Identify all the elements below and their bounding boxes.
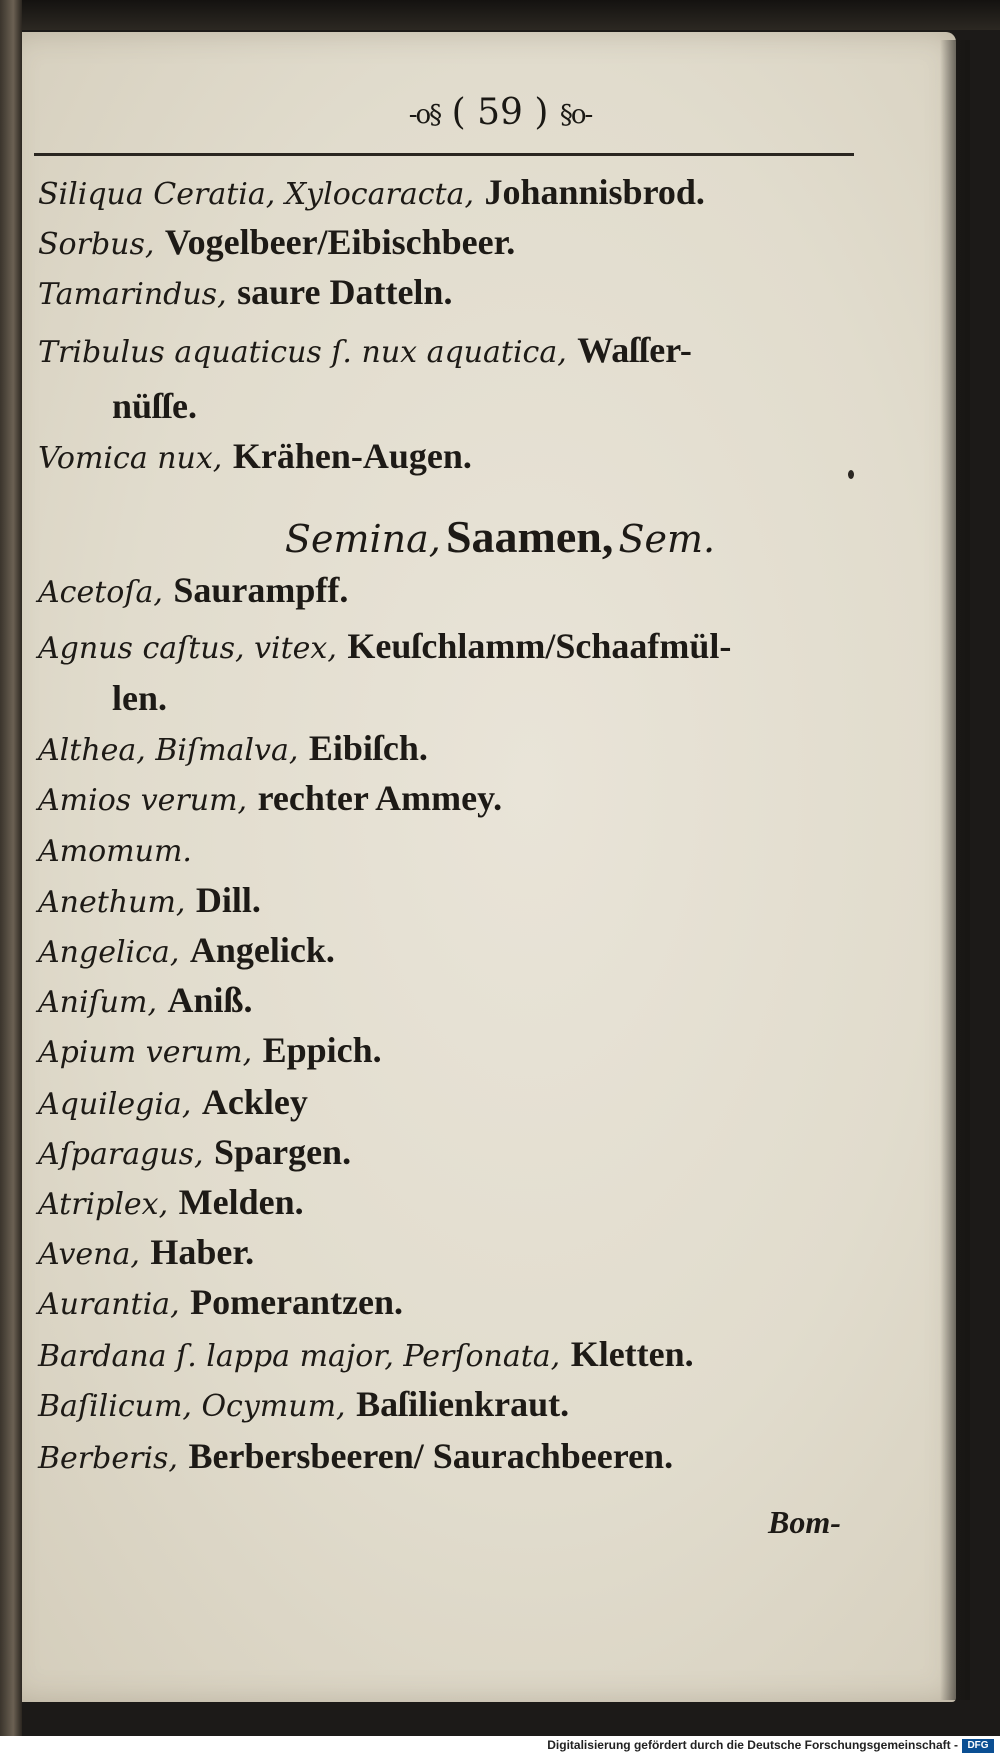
entry-latin: Berberis,: [38, 1441, 178, 1476]
catchword: Bom-: [768, 1504, 841, 1540]
entry-berberis: [38, 1436, 673, 1479]
section-abbreviation: Sem.: [618, 517, 716, 561]
entry-german: Dill.: [195, 880, 261, 920]
entry-latin: Baſilicum, Ocymum,: [38, 1389, 346, 1424]
entry-latin: Sorbus,: [38, 227, 155, 262]
entry-german: Ackley: [201, 1082, 308, 1122]
scan-top-edge: [0, 0, 1000, 30]
entry-latin: Apium verum,: [38, 1035, 253, 1070]
section-latin: Semina,: [284, 517, 441, 561]
entry-vomica: [38, 436, 472, 479]
entry-latin: Amios verum,: [38, 783, 248, 818]
entry-basilicum: [38, 1384, 569, 1427]
page-right-shadow: [940, 40, 970, 1700]
entry-latin: Aniſum,: [38, 985, 157, 1020]
entry-latin: Agnus caſtus, vitex,: [38, 631, 337, 666]
entry-tribulus-continued: [112, 386, 197, 427]
entry-german: nüſſe.: [112, 386, 198, 426]
entry-sorbus: [38, 222, 515, 265]
entry-tamarindus: [38, 272, 452, 315]
section-heading-semina: [0, 510, 1000, 563]
entry-german: Angelick.: [189, 930, 335, 970]
entry-amomum: [38, 830, 192, 872]
entry-atriplex: [38, 1182, 304, 1225]
entry-german: Keuſchlamm/Schaafmül-: [347, 626, 732, 666]
entry-althea: [38, 728, 428, 771]
entry-latin: Angelica,: [38, 935, 180, 970]
entry-latin: Atriplex,: [38, 1187, 169, 1222]
entry-latin: Aſparagus,: [38, 1137, 204, 1172]
entry-angelica: [38, 930, 335, 973]
header-rule: [34, 153, 854, 156]
entry-latin: Tamarindus,: [38, 277, 227, 312]
entry-german: Berbersbeeren/ Saurachbeeren.: [188, 1436, 674, 1476]
page-number: ( 59 ): [451, 92, 549, 133]
book-spine-edge: [0, 0, 22, 1756]
section-german: Saamen,: [445, 511, 614, 562]
entry-latin: Aquilegia,: [38, 1087, 192, 1122]
entry-latin: Acetoſa,: [38, 575, 163, 610]
entry-tribulus: [38, 330, 692, 373]
entry-acetosa: [38, 570, 348, 613]
entry-german: len.: [112, 678, 168, 718]
entry-german: Kletten.: [570, 1334, 694, 1374]
funding-credit: Digitalisierung gefördert durch die Deutsche Forschungsgemeinschaft -: [547, 1738, 958, 1752]
entry-german: Eppich.: [262, 1030, 382, 1070]
entry-german: Vogelbeer/Eibischbeer.: [164, 222, 516, 262]
entry-german: Aniß.: [167, 980, 253, 1020]
entry-agnus-castus-continued: [112, 678, 167, 719]
entry-german: Krähen-Augen.: [232, 436, 472, 476]
entry-latin: Avena,: [38, 1237, 140, 1272]
entry-latin: Anethum,: [38, 885, 186, 920]
entry-german: Eibiſch.: [308, 728, 428, 768]
entry-german: Saurampff.: [173, 570, 349, 610]
header-right-ornament: §o-: [559, 100, 592, 130]
entry-latin: Vomica nux,: [38, 441, 223, 476]
entry-latin: Amomum.: [38, 834, 192, 869]
dfg-logo-badge: DFG: [962, 1739, 994, 1753]
entry-german: saure Datteln.: [237, 272, 453, 312]
entry-latin: Bardana ſ. lappa major, Perſonata,: [38, 1339, 561, 1374]
entry-german: Haber.: [150, 1232, 255, 1272]
header-left-ornament: -o§: [408, 100, 441, 130]
entry-latin: Siliqua Ceratia, Xylocaracta,: [38, 177, 474, 212]
page-header: [0, 92, 1000, 133]
entry-german: Spargen.: [214, 1132, 352, 1172]
entry-german: rechter Ammey.: [257, 778, 503, 818]
entry-latin: Aurantia,: [38, 1287, 180, 1322]
entry-agnus-castus: [38, 626, 731, 669]
entry-avena: [38, 1232, 254, 1275]
entry-aquilegia: [38, 1082, 308, 1125]
entry-siliqua: [38, 172, 705, 215]
entry-anisum: [38, 980, 253, 1023]
entry-german: Waſſer-: [577, 330, 692, 370]
entry-german: Johannisbrod.: [484, 172, 705, 212]
entry-german: Pomerantzen.: [190, 1282, 404, 1322]
entry-aurantia: [38, 1282, 403, 1325]
entry-apium: [38, 1030, 382, 1073]
entry-asparagus: [38, 1132, 351, 1175]
entry-latin: Tribulus aquaticus ſ. nux aquatica,: [38, 335, 567, 370]
entry-anethum: [38, 880, 261, 923]
entry-german: Melden.: [178, 1182, 304, 1222]
entry-latin: Althea, Biſmalva,: [38, 733, 299, 768]
entry-bardana: [38, 1334, 694, 1377]
entry-amios: [38, 778, 502, 821]
entry-german: Baſilienkraut.: [356, 1384, 570, 1424]
paper-speck: [848, 470, 854, 479]
